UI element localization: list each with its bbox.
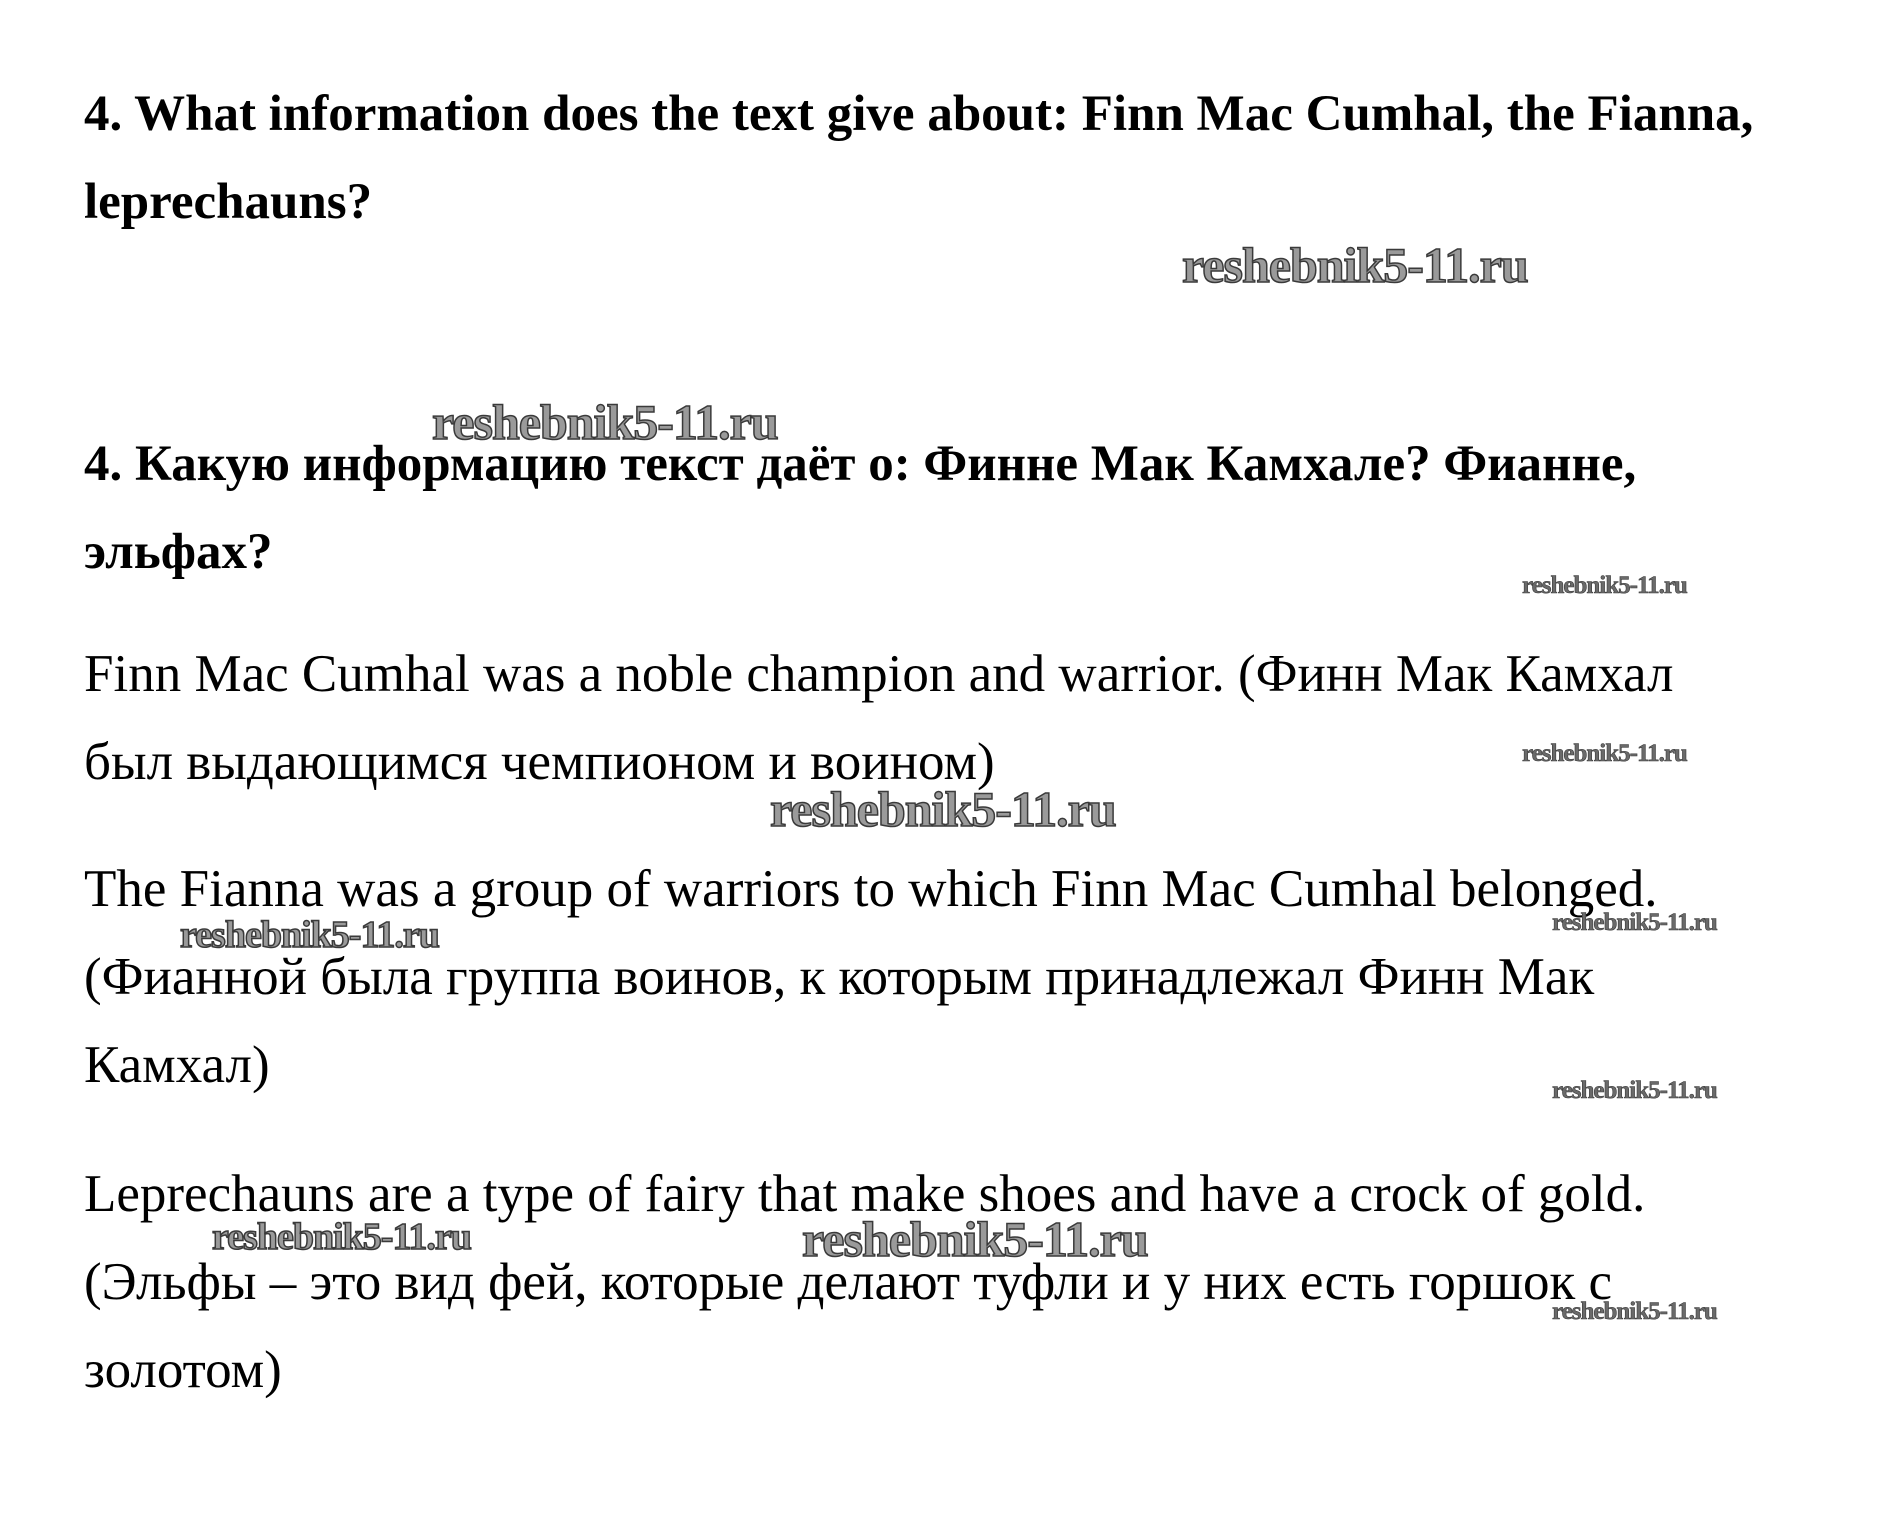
watermark: reshebnik5-11.ru (180, 914, 439, 956)
watermark: reshebnik5-11.ru (1182, 237, 1528, 293)
watermark: reshebnik5-11.ru (432, 394, 778, 450)
question-heading-russian: 4. Какую информацию текст даёт о: Финне Мак Камхале? Фианне, эльфах? (84, 436, 1637, 580)
watermark: reshebnik5-11.ru (770, 781, 1116, 837)
answer-finn-mac-cumhal: Finn Mac Cumhal was a noble champion and warrior. (Финн Мак Камхал был выдающимся чемпионом и воином) (84, 645, 1674, 791)
watermark: reshebnik5-11.ru (802, 1211, 1148, 1267)
watermark: reshebnik5-11.ru (1552, 909, 1717, 936)
watermark: reshebnik5-11.ru (1522, 572, 1687, 599)
watermark: reshebnik5-11.ru (212, 1216, 471, 1258)
watermark: reshebnik5-11.ru (1522, 740, 1687, 767)
question-heading-english: 4. What information does the text give about: Finn Mac Cumhal, the Fianna, leprechauns? (84, 86, 1754, 230)
watermark: reshebnik5-11.ru (1552, 1298, 1717, 1325)
answer-fianna: The Fianna was a group of warriors to which Finn Mac Cumhal belonged. (Фианной была группа воинов, к которым принадлежал Финн Мак Камхал) (84, 860, 1658, 1094)
watermark: reshebnik5-11.ru (1552, 1077, 1717, 1104)
answer-leprechauns: Leprechauns are a type of fairy that make shoes and have a crock of gold. (Эльфы – это вид фей, которые делают туфли и у них есть горшок с золотом) (84, 1165, 1646, 1399)
